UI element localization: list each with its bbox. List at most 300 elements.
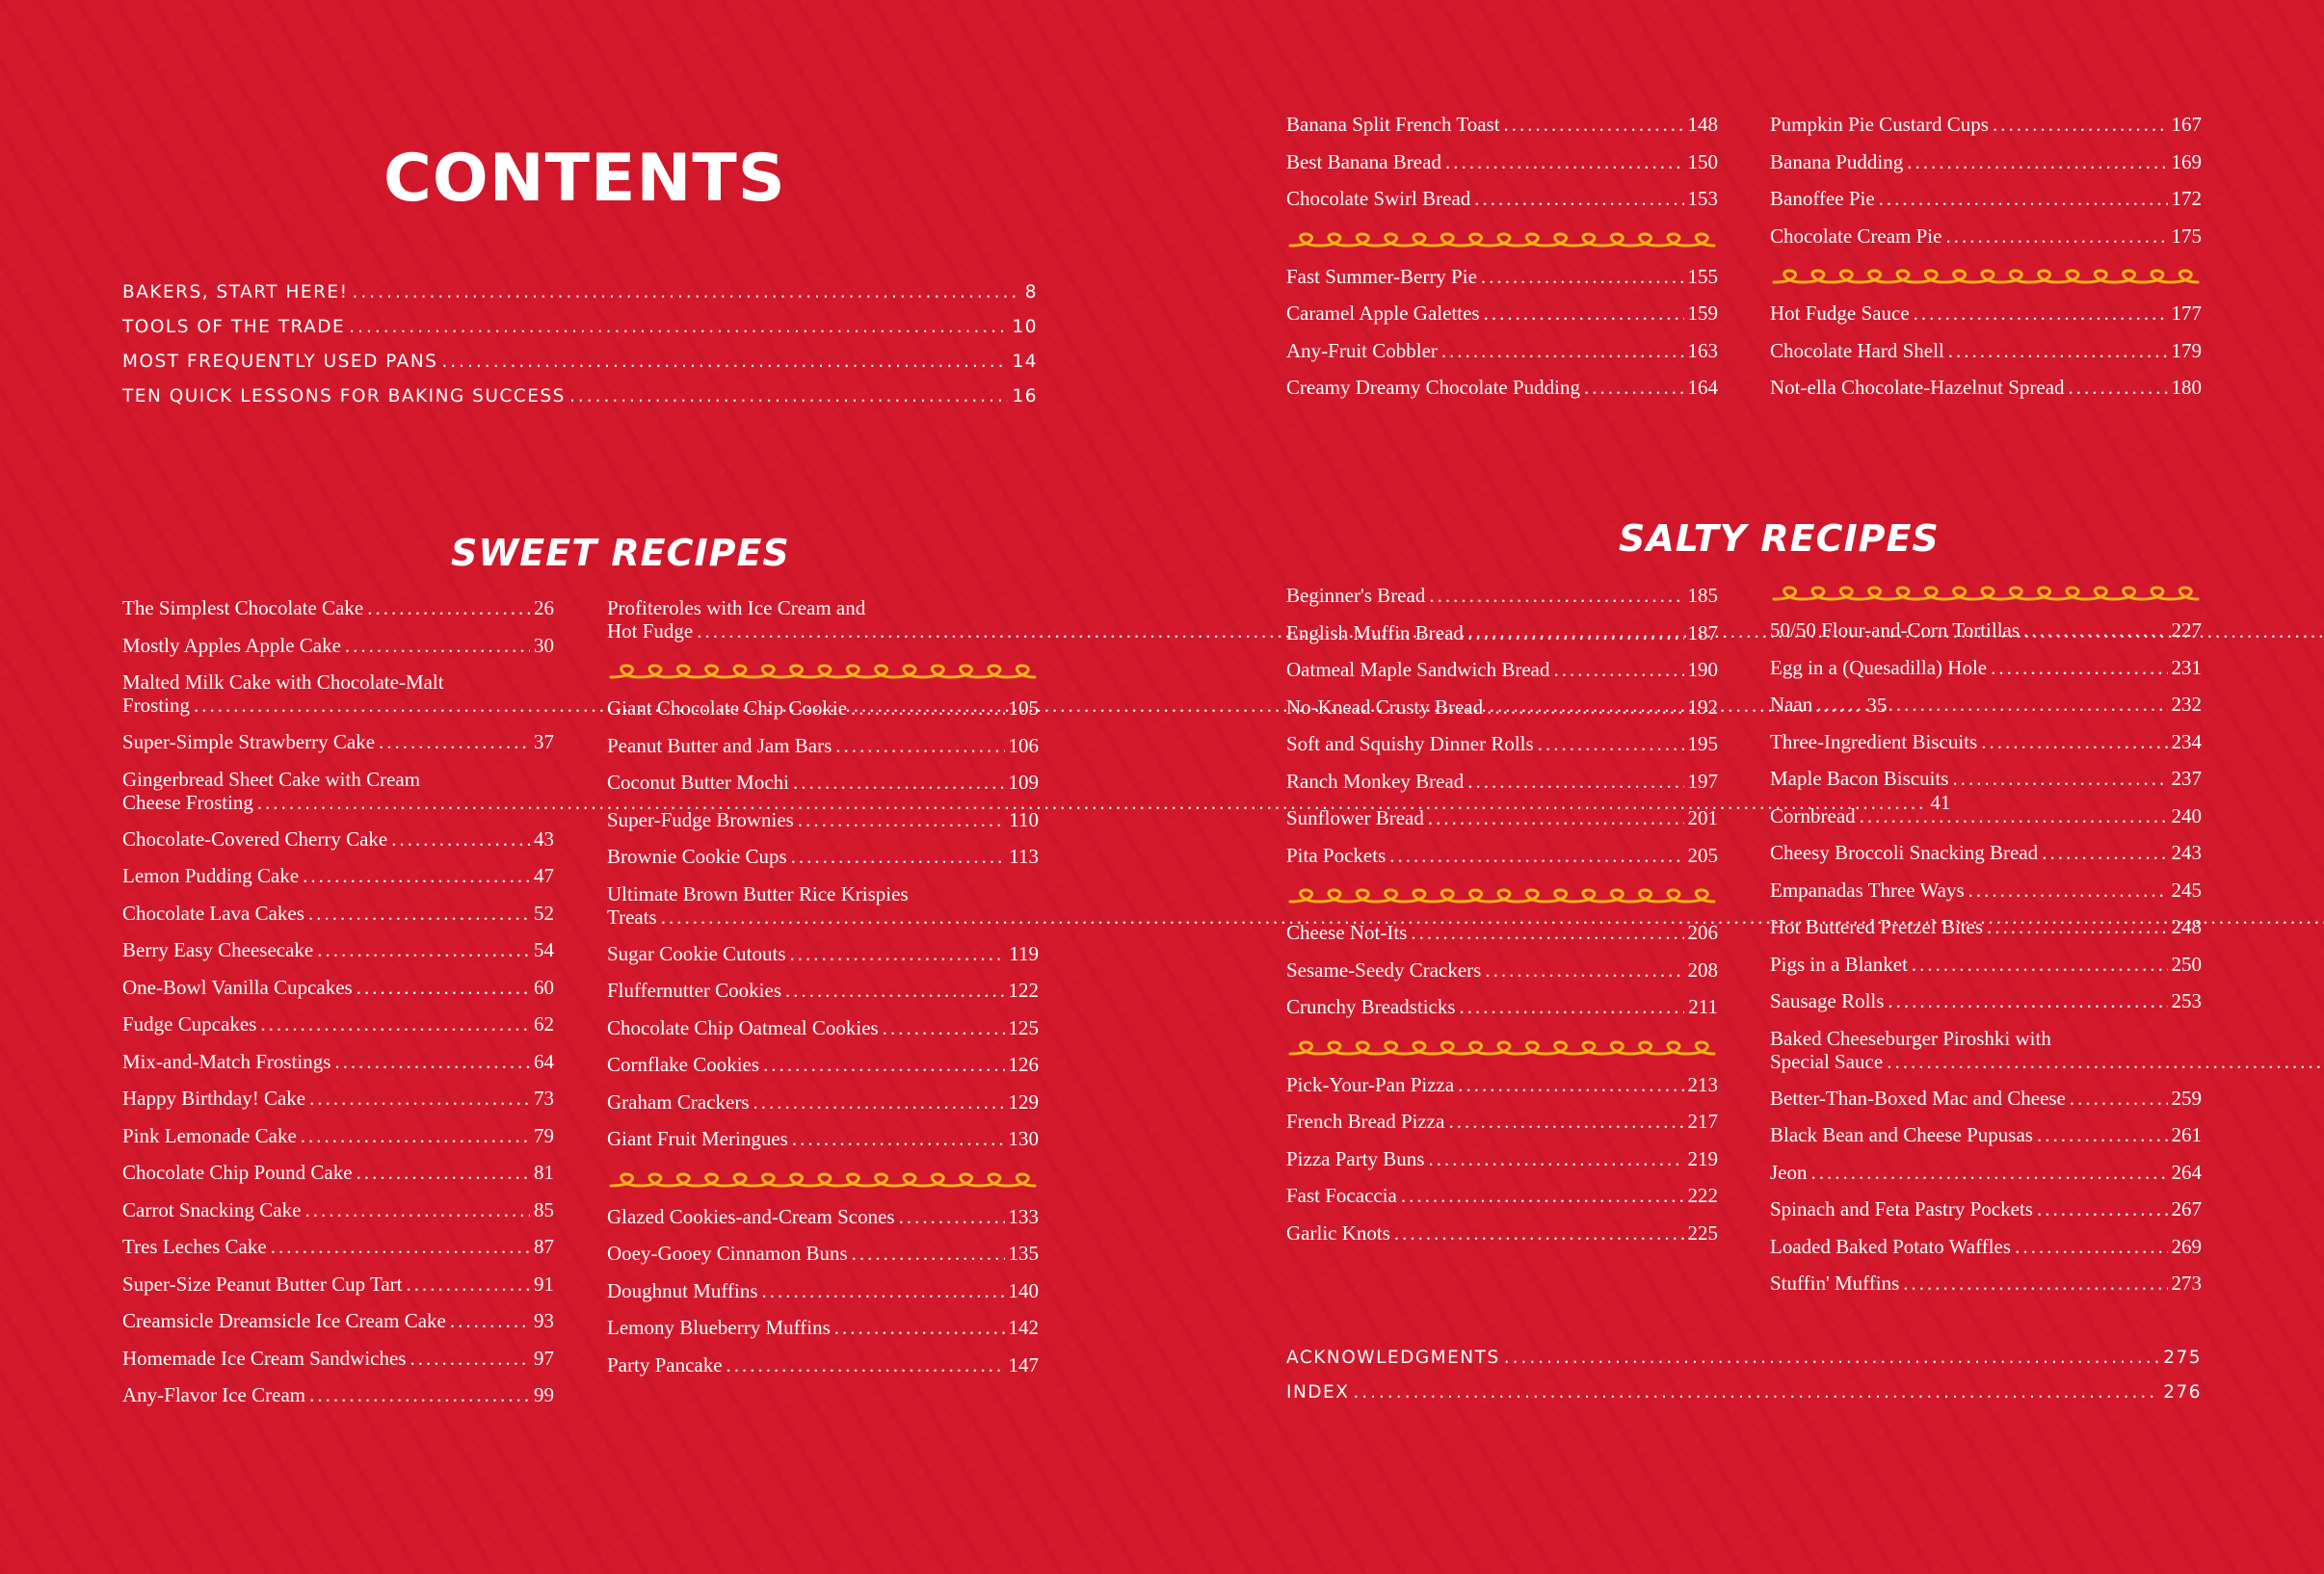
toc-entry-title: Lemony Blueberry Muffins: [607, 1316, 831, 1339]
toc-entry-title: Sugar Cookie Cutouts: [607, 941, 786, 965]
dot-leader: [790, 942, 1006, 965]
toc-entry[interactable]: [122, 1272, 554, 1310]
toc-entry[interactable]: [1286, 958, 1718, 996]
toc-entry-page: 190: [1687, 658, 1718, 681]
toc-entry-title: Black Bean and Cheese Pupusas: [1770, 1123, 2033, 1146]
toc-entry-page: 54: [534, 938, 554, 961]
toc-entry-page: 269: [2171, 1234, 2202, 1258]
toc-entry[interactable]: [122, 596, 554, 634]
toc-entry-page: 206: [1687, 921, 1718, 944]
dot-leader: [303, 864, 530, 887]
toc-entry-title-continued: Treats: [607, 905, 657, 929]
toc-entry-page: 240: [2171, 803, 2202, 827]
dot-leader: [1554, 658, 1684, 681]
dot-leader: [1993, 113, 2168, 136]
dot-leader: [852, 1242, 1005, 1265]
dot-leader: [301, 1124, 530, 1147]
dot-leader: [1353, 1381, 2159, 1404]
toc-entry[interactable]: [1286, 150, 1718, 188]
toc-entry-title: Cheesy Broccoli Snacking Bread: [1770, 841, 2039, 864]
dot-leader: [379, 730, 530, 753]
toc-entry[interactable]: [1286, 1221, 1718, 1259]
toc-entry-page: 64: [534, 1049, 554, 1073]
toc-entry[interactable]: [1770, 693, 2202, 730]
dot-leader: [1584, 376, 1683, 399]
toc-entry-page: 208: [1687, 958, 1718, 982]
toc-entry[interactable]: [1770, 767, 2202, 804]
toc-entry[interactable]: [1770, 187, 2202, 224]
dot-leader: [1914, 302, 2168, 325]
toc-entry[interactable]: [122, 976, 554, 1013]
toc-entry[interactable]: [1286, 1347, 2202, 1381]
dot-leader: [1981, 730, 2167, 753]
toc-entry-title: Doughnut Muffins: [607, 1278, 758, 1302]
dot-leader: [2015, 1235, 2167, 1258]
dot-leader: [407, 1272, 530, 1296]
toc-entry[interactable]: [1286, 265, 1718, 302]
toc-entry-page: 106: [1008, 733, 1039, 757]
toc-entry-title: Banana Pudding: [1770, 149, 1904, 173]
toc-entry[interactable]: [122, 385, 1038, 420]
dot-leader: [1484, 302, 1684, 325]
toc-entry-title: Chocolate Cream Pie: [1770, 223, 1942, 248]
toc-entry-page: 129: [1008, 1089, 1039, 1114]
toc-entry-title: Homemade Ice Cream Sandwiches: [122, 1346, 407, 1370]
dot-leader: [792, 1127, 1005, 1150]
toc-entry-title: Tres Leches Cake: [122, 1235, 267, 1258]
toc-entry[interactable]: [1286, 695, 1718, 733]
squiggle-divider: [607, 1172, 1039, 1192]
toc-entry-page: 155: [1687, 264, 1718, 288]
toc-entry-page: 10: [1012, 317, 1038, 337]
toc-entry[interactable]: [1770, 339, 2202, 377]
dot-leader: [726, 1353, 1005, 1377]
toc-entry-title: One-Bowl Vanilla Cupcakes: [122, 975, 353, 999]
toc-entry[interactable]: [122, 634, 554, 671]
toc-entry-title: BAKERS, START HERE!: [122, 282, 349, 302]
toc-entry-title: Chocolate Hard Shell: [1770, 338, 1944, 362]
toc-entry-title-continued: Frosting: [122, 694, 191, 717]
toc-entry-title-continued: Cheese Frosting: [122, 790, 253, 814]
toc-entry[interactable]: [1286, 339, 1718, 377]
back-matter-list: [1286, 1347, 2202, 1416]
toc-entry[interactable]: [607, 1090, 1039, 1128]
toc-entry-page: 97: [534, 1346, 554, 1370]
toc-entry-title: Profiteroles with Ice Cream and: [607, 596, 866, 619]
toc-entry-page: 243: [2171, 841, 2202, 864]
toc-entry[interactable]: [1286, 658, 1718, 695]
toc-entry-title: French Bread Pizza: [1286, 1110, 1445, 1133]
dot-leader: [1968, 879, 2168, 902]
toc-entry-page: 232: [2171, 693, 2202, 716]
toc-entry-page: 91: [534, 1272, 554, 1296]
toc-entry-title: Any-Flavor Ice Cream: [122, 1383, 306, 1406]
dot-leader: [2023, 618, 2167, 642]
toc-entry[interactable]: [607, 734, 1039, 772]
dot-leader: [1816, 693, 2167, 716]
toc-entry-page: 227: [2171, 618, 2202, 642]
toc-entry-title: Cheese Not-Its: [1286, 921, 1408, 944]
dot-leader: [1860, 804, 2168, 827]
dot-leader: [762, 1279, 1005, 1302]
toc-entry-title: Gingerbread Sheet Cake with Cream: [122, 767, 421, 791]
toc-entry-page: 225: [1687, 1220, 1718, 1245]
page-title: CONTENTS: [383, 141, 786, 217]
toc-entry[interactable]: [1286, 584, 1718, 621]
dot-leader: [1948, 339, 2168, 362]
dot-leader: [785, 979, 1004, 1002]
toc-entry-title: Not-ella Chocolate-Hazelnut Spread: [1770, 376, 2065, 399]
toc-entry[interactable]: [122, 1235, 554, 1272]
dot-leader: [334, 1050, 530, 1073]
dot-leader: [835, 734, 1004, 757]
dot-leader: [1389, 844, 1683, 867]
toc-entry-title: Cornbread: [1770, 803, 1856, 827]
toc-entry[interactable]: [607, 1205, 1039, 1243]
toc-entry[interactable]: [607, 596, 1039, 656]
toc-entry-page: 175: [2171, 223, 2202, 248]
dot-leader: [1485, 958, 1683, 982]
toc-entry[interactable]: [1770, 113, 2202, 150]
toc-entry-page: 179: [2171, 338, 2202, 362]
toc-entry[interactable]: [1286, 1184, 1718, 1221]
toc-entry[interactable]: [1286, 844, 1718, 881]
dot-leader: [851, 696, 1004, 720]
toc-entry-page: 180: [2171, 376, 2202, 399]
dot-leader: [1907, 150, 2167, 173]
toc-entry[interactable]: [1770, 1161, 2202, 1198]
toc-entry[interactable]: [607, 1279, 1039, 1317]
dot-leader: [1441, 339, 1684, 362]
toc-entry-page: 105: [1008, 696, 1039, 720]
toc-entry-page: 259: [2171, 1086, 2202, 1110]
toc-entry[interactable]: [607, 1053, 1039, 1090]
dot-leader: [1481, 265, 1684, 288]
toc-entry-page: 187: [1687, 620, 1718, 644]
toc-entry-page: 79: [534, 1123, 554, 1147]
toc-entry[interactable]: [1286, 1381, 2202, 1416]
toc-entry[interactable]: [1770, 989, 2202, 1027]
toc-entry-page: 43: [534, 826, 554, 851]
toc-entry-title: Sunflower Bread: [1286, 806, 1424, 829]
toc-entry[interactable]: [122, 1012, 554, 1050]
toc-entry[interactable]: [1286, 1110, 1718, 1147]
toc-entry-title: Jeon: [1770, 1160, 1808, 1184]
toc-entry-title: Sausage Rolls: [1770, 989, 1885, 1012]
toc-entry-title: Ooey-Gooey Cinnamon Buns: [607, 1242, 848, 1265]
toc-entry[interactable]: [607, 1242, 1039, 1279]
toc-entry-page: 16: [1012, 386, 1038, 407]
dot-leader: [1467, 770, 1683, 793]
toc-entry-title: Banana Split French Toast: [1286, 113, 1500, 136]
toc-entry[interactable]: [1770, 953, 2202, 990]
toc-entry-page: 248: [2171, 915, 2202, 938]
toc-entry-title: MOST FREQUENTLY USED PANS: [122, 352, 438, 372]
dot-leader: [793, 771, 1005, 794]
squiggle-divider: [1770, 586, 2202, 605]
toc-entry[interactable]: [122, 281, 1038, 316]
toc-entry[interactable]: [1770, 1235, 2202, 1272]
toc-entry-title: Creamy Dreamy Chocolate Pudding: [1286, 376, 1581, 399]
toc-entry-page: 150: [1687, 149, 1718, 173]
toc-entry-title: Beginner's Bread: [1286, 584, 1426, 607]
toc-entry[interactable]: [122, 1050, 554, 1088]
toc-entry[interactable]: [122, 827, 554, 865]
toc-entry-title: Best Banana Bread: [1286, 149, 1441, 173]
toc-entry-title: Mix-and-Match Frostings: [122, 1049, 331, 1073]
toc-entry[interactable]: [607, 845, 1039, 882]
toc-entry-page: 125: [1008, 1015, 1039, 1039]
toc-entry[interactable]: [1770, 879, 2202, 916]
toc-entry[interactable]: [122, 1198, 554, 1236]
toc-entry-title: Soft and Squishy Dinner Rolls: [1286, 732, 1534, 755]
dot-leader: [798, 808, 1005, 831]
toc-entry-page: 60: [534, 975, 554, 999]
toc-entry-page: 52: [534, 901, 554, 925]
toc-entry[interactable]: [1286, 302, 1718, 339]
intro-list: [122, 281, 1038, 420]
toc-entry[interactable]: [122, 1309, 554, 1347]
toc-entry-title: Lemon Pudding Cake: [122, 864, 300, 887]
toc-entry-page: 148: [1687, 113, 1718, 136]
toc-entry-page: 205: [1687, 843, 1718, 867]
toc-entry[interactable]: [122, 902, 554, 939]
dot-leader: [391, 827, 530, 851]
toc-entry[interactable]: [122, 938, 554, 976]
toc-entry-page: 201: [1687, 806, 1718, 829]
toc-entry[interactable]: [1286, 1073, 1718, 1111]
toc-entry-page: 73: [534, 1087, 554, 1110]
toc-entry[interactable]: [607, 979, 1039, 1016]
dot-leader: [309, 1383, 530, 1406]
toc-entry[interactable]: [1770, 376, 2202, 413]
toc-entry-title: Empanadas Three Ways: [1770, 878, 1965, 902]
toc-entry-title: INDEX: [1286, 1382, 1350, 1403]
toc-entry-title: Glazed Cookies-and-Cream Scones: [607, 1204, 895, 1228]
toc-entry-page: 222: [1687, 1184, 1718, 1207]
toc-entry[interactable]: [122, 316, 1038, 351]
toc-entry[interactable]: [1286, 806, 1718, 844]
toc-entry[interactable]: [607, 771, 1039, 808]
dot-leader: [317, 938, 530, 961]
toc-entry-title: Hot Buttered Pretzel Bites: [1770, 915, 1984, 938]
toc-entry-page: 197: [1687, 769, 1718, 793]
toc-entry-title: 50/50 Flour-and-Corn Tortillas: [1770, 618, 2020, 642]
toc-entry-page: 185: [1687, 584, 1718, 607]
toc-entry-title: Banoffee Pie: [1770, 187, 1875, 210]
toc-entry-title: Chocolate-Covered Cherry Cake: [122, 826, 388, 851]
squiggle-divider: [607, 664, 1039, 683]
dot-leader: [1487, 695, 1683, 719]
toc-entry[interactable]: [1286, 113, 1718, 150]
dot-leader: [1504, 1347, 2160, 1370]
dot-leader: [309, 1087, 530, 1110]
toc-entry-title: Giant Chocolate Chip Cookie: [607, 696, 848, 720]
toc-entry-title: Sesame-Seedy Crackers: [1286, 958, 1482, 982]
dot-leader: [1987, 915, 2167, 938]
toc-entry[interactable]: [122, 1161, 554, 1198]
dot-leader: [1538, 732, 1684, 755]
toc-entry[interactable]: [1286, 621, 1718, 659]
toc-entry-title: No-Knead Crusty Bread: [1286, 695, 1484, 719]
toc-entry-page: 253: [2171, 989, 2202, 1012]
toc-entry-page: 276: [2163, 1382, 2202, 1403]
toc-entry-title-continued: Hot Fudge: [607, 619, 694, 643]
sweet-recipes-heading: SWEET RECIPES: [451, 532, 790, 574]
toc-entry-title: Super-Size Peanut Butter Cup Tart: [122, 1272, 403, 1296]
toc-entry[interactable]: [607, 1016, 1039, 1054]
dot-leader: [1428, 806, 1684, 829]
toc-entry-title: Oatmeal Maple Sandwich Bread: [1286, 658, 1550, 681]
toc-entry-title: Pigs in a Blanket: [1770, 952, 1908, 976]
squiggle-divider: [1770, 269, 2202, 288]
dot-leader: [569, 385, 1009, 408]
toc-entry[interactable]: [1770, 150, 2202, 188]
toc-entry-page: 109: [1008, 771, 1039, 794]
dot-leader: [899, 1205, 1005, 1228]
toc-entry-title: Chocolate Swirl Bread: [1286, 187, 1471, 210]
toc-entry-page: 119: [1009, 941, 1039, 965]
toc-entry[interactable]: [1286, 732, 1718, 770]
toc-entry[interactable]: [607, 942, 1039, 980]
salty-recipes-column-1: [1286, 584, 1718, 1258]
toc-entry[interactable]: [1286, 995, 1718, 1033]
toc-entry-title: Creamsicle Dreamsicle Ice Cream Cake: [122, 1309, 446, 1332]
dot-leader: [409, 1347, 530, 1370]
dot-leader: [1467, 621, 1684, 644]
toc-entry-title: Ultimate Brown Butter Rice Krispies: [607, 881, 909, 905]
dot-leader: [1411, 921, 1683, 944]
toc-entry[interactable]: [1286, 187, 1718, 224]
toc-entry[interactable]: [1770, 1272, 2202, 1309]
toc-entry-title: Graham Crackers: [607, 1089, 750, 1114]
toc-entry[interactable]: [122, 730, 554, 768]
toc-entry[interactable]: [1770, 618, 2202, 656]
toc-entry-page: 62: [534, 1012, 554, 1036]
toc-entry-title: Brownie Cookie Cups: [607, 845, 787, 868]
dot-leader: [441, 351, 1008, 374]
toc-entry-title: Caramel Apple Galettes: [1286, 302, 1480, 325]
toc-entry-title: Giant Fruit Meringues: [607, 1127, 788, 1150]
toc-entry-page: 167: [2171, 113, 2202, 136]
dot-leader: [1460, 995, 1685, 1018]
salty-recipes-heading: SALTY RECIPES: [1619, 517, 1940, 560]
toc-entry-page: 99: [534, 1383, 554, 1406]
toc-entry-title: Chocolate Chip Pound Cake: [122, 1161, 353, 1184]
salty-recipes-column-2: [1770, 584, 2202, 1309]
toc-entry[interactable]: [1286, 376, 1718, 413]
dot-leader: [1474, 187, 1683, 210]
toc-entry[interactable]: [1770, 915, 2202, 953]
toc-entry-title: Pick-Your-Pan Pizza: [1286, 1072, 1455, 1096]
squiggle-divider: [1286, 1040, 1718, 1060]
toc-entry-page: 30: [534, 633, 554, 657]
toc-entry-page: 135: [1008, 1242, 1039, 1265]
dot-leader: [1394, 1221, 1684, 1245]
dot-leader: [1879, 187, 2168, 210]
toc-entry[interactable]: [607, 1316, 1039, 1353]
toc-entry-title-continued: Special Sauce: [1770, 1049, 1884, 1073]
toc-entry[interactable]: [1286, 1147, 1718, 1185]
toc-entry-page: 273: [2171, 1272, 2202, 1295]
dot-leader: [304, 1198, 530, 1221]
dot-leader: [367, 596, 530, 619]
toc-entry-page: 217: [1687, 1110, 1718, 1133]
dot-leader: [1903, 1272, 2167, 1295]
toc-entry-page: 85: [534, 1197, 554, 1221]
toc-entry-page: 177: [2171, 302, 2202, 325]
toc-entry-title: Fluffernutter Cookies: [607, 979, 782, 1002]
toc-entry[interactable]: [122, 1087, 554, 1124]
dot-leader: [1991, 656, 2167, 679]
dot-leader: [308, 902, 530, 925]
toc-entry-page: 267: [2171, 1197, 2202, 1220]
toc-entry-title: TOOLS OF THE TRADE: [122, 317, 346, 337]
toc-entry-page: 211: [1688, 995, 1718, 1018]
dot-leader: [753, 1090, 1005, 1114]
toc-entry[interactable]: [1770, 1197, 2202, 1235]
toc-entry-title: Three-Ingredient Biscuits: [1770, 729, 1978, 753]
toc-entry[interactable]: [607, 882, 1039, 942]
toc-entry[interactable]: [122, 864, 554, 902]
dot-leader: [1445, 150, 1684, 173]
toc-entry[interactable]: [607, 1127, 1039, 1165]
dot-leader: [357, 976, 530, 999]
toc-entry[interactable]: [1770, 1123, 2202, 1161]
toc-entry-title: Super-Fudge Brownies: [607, 807, 794, 831]
toc-entry[interactable]: [1770, 841, 2202, 879]
toc-entry-title: Chocolate Lava Cakes: [122, 901, 304, 925]
dot-leader: [1458, 1073, 1683, 1096]
toc-entry-title: Baked Cheeseburger Piroshki with: [1770, 1026, 2051, 1050]
toc-entry-title: TEN QUICK LESSONS FOR BAKING SUCCESS: [122, 386, 566, 407]
toc-entry-title: Chocolate Chip Oatmeal Cookies: [607, 1015, 879, 1039]
toc-entry[interactable]: [1770, 804, 2202, 842]
squiggle-divider: [1286, 888, 1718, 907]
toc-entry[interactable]: [1770, 730, 2202, 768]
toc-entry-page: 47: [534, 864, 554, 887]
toc-entry[interactable]: [122, 1347, 554, 1384]
toc-entry[interactable]: [122, 351, 1038, 385]
toc-entry-page: 192: [1687, 695, 1718, 719]
toc-entry[interactable]: [607, 696, 1039, 734]
toc-entry-page: 245: [2171, 878, 2202, 902]
toc-entry[interactable]: [1770, 1027, 2202, 1087]
toc-entry[interactable]: [607, 1353, 1039, 1391]
toc-entry[interactable]: [1770, 656, 2202, 694]
toc-entry-title: Pumpkin Pie Custard Cups: [1770, 113, 1989, 136]
toc-entry[interactable]: [122, 1383, 554, 1421]
toc-entry[interactable]: [1770, 1087, 2202, 1124]
toc-entry[interactable]: [1770, 302, 2202, 339]
dot-leader: [2037, 1123, 2168, 1146]
dot-leader: [2069, 376, 2168, 399]
toc-entry-page: 8: [1024, 282, 1038, 302]
toc-entry-page: 237: [2171, 767, 2202, 790]
squiggle-divider: [1286, 232, 1718, 251]
toc-entry-page: 81: [534, 1161, 554, 1184]
toc-entry[interactable]: [1286, 770, 1718, 807]
toc-entry[interactable]: [122, 1124, 554, 1162]
toc-entry-title: Better-Than-Boxed Mac and Cheese: [1770, 1086, 2066, 1110]
toc-entry[interactable]: [1286, 921, 1718, 958]
toc-entry-title: Loaded Baked Potato Waffles: [1770, 1234, 2012, 1258]
toc-entry[interactable]: [607, 808, 1039, 846]
toc-entry[interactable]: [1770, 224, 2202, 262]
toc-entry-title: Stuffin' Muffins: [1770, 1272, 1900, 1295]
toc-entry-title: The Simplest Chocolate Cake: [122, 596, 364, 619]
dot-leader: [2037, 1197, 2168, 1220]
